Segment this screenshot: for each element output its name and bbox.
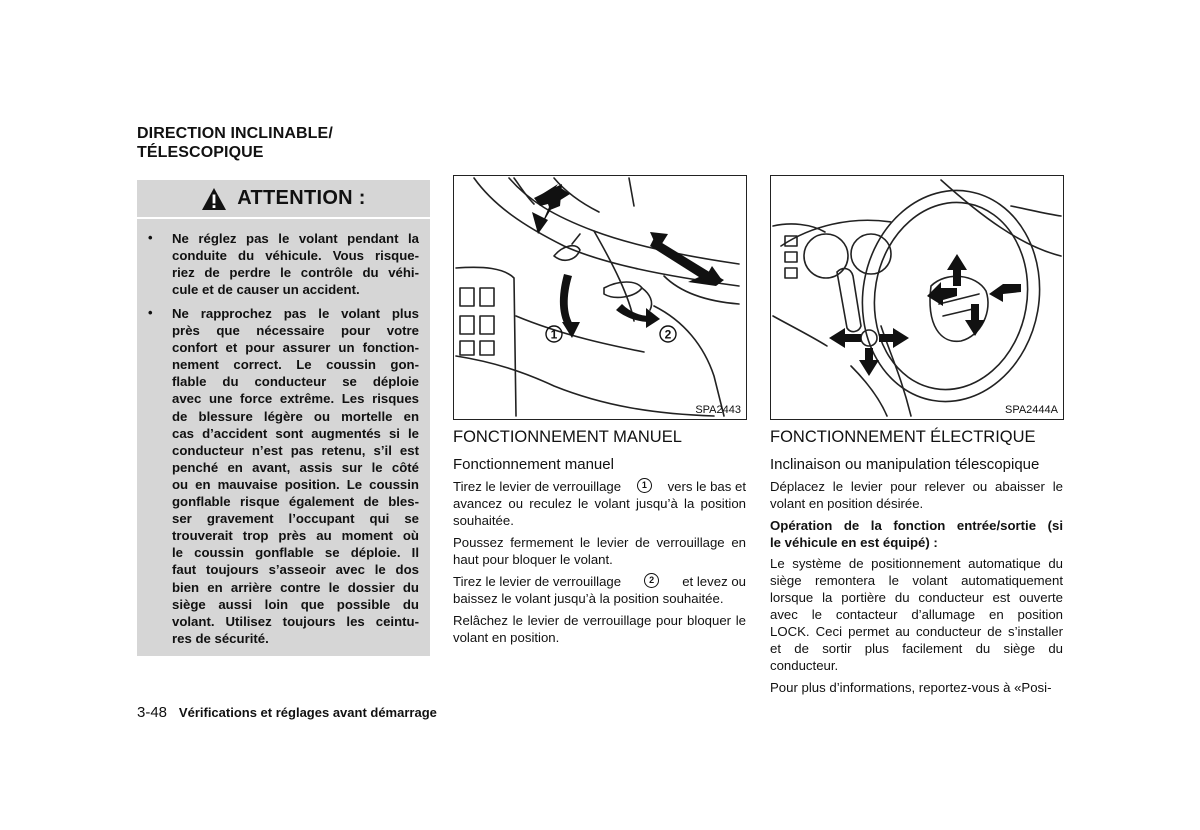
page-footer [137,704,437,721]
figure-manual-steering [453,175,747,420]
manual-p1-rest [453,495,746,529]
section-title-line-1: DIRECTION INCLINABLE/ [137,125,333,142]
manual-paragraph-3 [453,573,746,607]
manual-heading: FONCTIONNEMENT MANUEL [453,428,682,446]
bullet-icon: • [148,230,153,245]
manual-p3-rest [453,590,746,607]
callout-2: 2 [664,327,672,342]
callout-1-inline: 1 [637,478,652,493]
figure-electric-steering [770,175,1064,420]
attention-item-text [172,230,419,298]
text-line: de blessure légère ou mortelle en [172,408,419,424]
manual-p3-line-1 [453,573,746,590]
warning-triangle-icon [201,187,227,211]
text-line: Opération de la fonction entrée/sortie (si [770,518,1063,533]
text-line: et de sortir plus facilement du siège du [770,641,1063,656]
text-line: riez de perdre le contrôle du véhi- [172,265,419,281]
electric-paragraph-3 [770,679,1063,696]
text-line: Déplacez le levier pour relever ou abaisser le [770,479,1063,494]
text-line: conducteur n’est pas retenu, s’il est [172,442,419,458]
chapter-title: Vérifications et réglages avant démarrage [178,705,437,720]
text-line: volant. Utilisez toujours les ceintu- [172,613,419,629]
figure-code: SPA2443 [695,404,741,416]
text-line: siège remontera le volant automatiquement [770,573,1063,588]
attention-box [137,180,430,656]
text-line: confort et pour assurer un fonction- [172,340,419,356]
text-line: Pour plus d’informations, reportez-vous à «Posi- [770,680,1052,695]
manual-paragraph-2 [453,534,746,568]
text-line: baissez le volant jusqu’à la position souhaitée. [453,591,724,606]
text-line: haut pour bloquer le volant. [453,552,613,567]
text-line: avancez ou reculez le volant jusqu’à la position [453,496,746,511]
text-line: cule et de causer un accident. [172,282,360,298]
manual-subheading: Fonctionnement manuel [453,456,614,473]
text-line: volant en position. [453,630,560,645]
callout-1: 1 [550,327,558,342]
electric-bold-paragraph [770,517,1063,551]
text-line: avec le contacteur d’allumage en position [770,607,1063,622]
text-line: lorsque la portière du conducteur est ouverte [770,590,1063,605]
text-line: conducteur. [770,658,839,673]
figure-code: SPA2444A [1004,404,1058,416]
text-line: gonflable risque également de bles- [172,494,419,510]
text-line: faut toujours s’asseoir avec le dos [172,562,419,578]
manual-section [453,427,746,646]
text-line: trouverait trop près au moment où [172,528,419,544]
text-line: LOCK. Ceci permet au conducteur de s’installer [770,624,1063,639]
text-line: Ne rapprochez pas le volant plus [172,306,419,321]
text-line: cas d’accident sont augmentés si le [172,425,419,441]
text-line: volant en position désirée. [770,496,924,511]
text-line: nement correct. Le coussin gon- [172,357,419,373]
text-line: siège aussi loin que possible du [172,596,419,612]
text-line: penché en avant, assis sur le côté [172,459,419,475]
electric-heading: FONCTIONNEMENT ÉLECTRIQUE [770,428,1036,446]
text-line: Relâchez le levier de verrouillage pour bloquer le [453,613,746,628]
manual-paragraph-4 [453,612,746,646]
text-line: res de sécurité. [172,630,269,646]
manual-p1-text-b: vers le bas et [667,479,746,494]
text-line: ou en mauvaise position. Le coussin [172,476,419,492]
section-title-line-2: TÉLESCOPIQUE [137,144,264,161]
text-line: conduite du véhicule. Vous risque- [172,248,419,264]
electric-section [770,427,1063,696]
electric-steering-illustration [771,176,1062,418]
attention-header [137,180,430,219]
manual-p1-line-1 [453,478,746,495]
attention-label: ATTENTION : [237,187,366,209]
manual-paragraph-1 [453,478,746,529]
text-line: flable du conducteur se déploie [172,374,419,390]
text-line: souhaitée. [453,513,514,528]
text-line: ser gravement l’occupant qui se [172,511,419,527]
text-line: le coussin gonflable se déploie. Il [172,545,419,561]
attention-item-text [172,305,419,647]
manual-p3-text-a: Tirez le levier de verrouillage [453,574,622,589]
text-line: bien en arrière contre le dossier du [172,579,419,595]
manual-p1-text-a: Tirez le levier de verrouillage [453,479,622,494]
text-line: près que nécessaire pour votre [172,323,419,339]
text-line: Le système de positionnement automatique du [770,556,1063,571]
section-title [137,124,437,162]
manual-p3-text-b: et levez ou [682,574,746,589]
electric-paragraph-2 [770,555,1063,674]
manual-steering-illustration [454,176,745,418]
electric-subheading: Inclinaison ou manipulation télescopique [770,456,1040,473]
text-line: avec une force extrême. Les risques [172,391,419,407]
page-number: 3-48 [137,704,168,721]
callout-2-inline: 2 [644,573,659,588]
text-line: Ne réglez pas le volant pendant la [172,231,419,246]
text-line: Poussez fermement le levier de verrouillage en [453,535,746,550]
electric-paragraph-1 [770,478,1063,512]
bullet-icon: • [148,305,153,320]
text-line: le véhicule en est équipé) : [770,535,938,550]
